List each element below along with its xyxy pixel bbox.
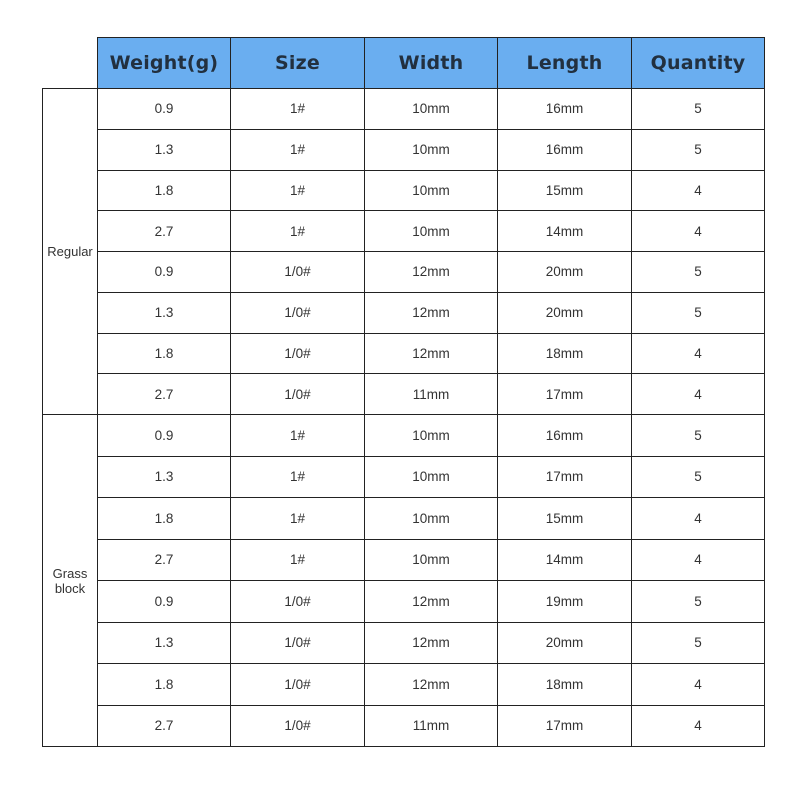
cell-size: 1/0#: [231, 581, 365, 623]
cell-size: 1/0#: [231, 333, 365, 374]
cell-size: 1/0#: [231, 374, 365, 415]
cell-length: 19mm: [498, 581, 632, 623]
cell-length: 18mm: [498, 333, 632, 374]
cell-width: 10mm: [365, 415, 498, 457]
table-header: [43, 38, 765, 89]
cell-size: 1#: [231, 415, 365, 457]
cell-size: 1#: [231, 539, 365, 581]
spec-table: [42, 37, 765, 747]
cell-weight: 0.9: [98, 252, 231, 293]
table-row: [43, 539, 765, 581]
cell-quantity: 5: [632, 129, 765, 170]
cell-quantity: 4: [632, 374, 765, 415]
cell-quantity: 5: [632, 89, 765, 130]
cell-weight: 1.8: [98, 333, 231, 374]
header-row: [43, 38, 765, 89]
cell-width: 10mm: [365, 170, 498, 211]
table-row: [43, 170, 765, 211]
group-label: Regular: [43, 89, 98, 415]
cell-weight: 1.3: [98, 292, 231, 333]
cell-length: 17mm: [498, 456, 632, 498]
cell-width: 11mm: [365, 705, 498, 747]
header-corner: [43, 38, 98, 89]
cell-quantity: 5: [632, 415, 765, 457]
cell-quantity: 5: [632, 252, 765, 293]
cell-quantity: 4: [632, 498, 765, 540]
cell-weight: 2.7: [98, 374, 231, 415]
cell-weight: 1.8: [98, 498, 231, 540]
cell-length: 14mm: [498, 211, 632, 252]
cell-length: 17mm: [498, 705, 632, 747]
cell-length: 16mm: [498, 129, 632, 170]
cell-width: 10mm: [365, 498, 498, 540]
cell-width: 10mm: [365, 129, 498, 170]
cell-weight: 2.7: [98, 539, 231, 581]
cell-weight: 0.9: [98, 415, 231, 457]
cell-length: 18mm: [498, 664, 632, 706]
column-header-length: Length: [498, 38, 632, 89]
table-row: [43, 622, 765, 664]
cell-size: 1/0#: [231, 252, 365, 293]
cell-quantity: 5: [632, 581, 765, 623]
cell-width: 11mm: [365, 374, 498, 415]
group-grass-block: [43, 415, 765, 747]
cell-width: 10mm: [365, 456, 498, 498]
table-row: [43, 664, 765, 706]
cell-size: 1/0#: [231, 292, 365, 333]
cell-width: 12mm: [365, 581, 498, 623]
table-row: [43, 252, 765, 293]
table-row: [43, 581, 765, 623]
cell-weight: 1.3: [98, 129, 231, 170]
cell-size: 1/0#: [231, 664, 365, 706]
cell-width: 12mm: [365, 252, 498, 293]
table-row: [43, 333, 765, 374]
cell-length: 16mm: [498, 415, 632, 457]
cell-length: 16mm: [498, 89, 632, 130]
cell-length: 15mm: [498, 170, 632, 211]
cell-width: 10mm: [365, 89, 498, 130]
table-row: [43, 415, 765, 457]
cell-quantity: 4: [632, 664, 765, 706]
cell-weight: 1.8: [98, 664, 231, 706]
cell-length: 20mm: [498, 292, 632, 333]
cell-width: 12mm: [365, 292, 498, 333]
cell-size: 1#: [231, 498, 365, 540]
cell-size: 1/0#: [231, 705, 365, 747]
cell-weight: 0.9: [98, 581, 231, 623]
cell-length: 14mm: [498, 539, 632, 581]
cell-size: 1#: [231, 129, 365, 170]
cell-width: 12mm: [365, 664, 498, 706]
cell-width: 12mm: [365, 333, 498, 374]
cell-size: 1/0#: [231, 622, 365, 664]
cell-quantity: 5: [632, 456, 765, 498]
cell-weight: 2.7: [98, 705, 231, 747]
cell-width: 10mm: [365, 211, 498, 252]
group-regular: [43, 89, 765, 415]
cell-quantity: 4: [632, 705, 765, 747]
cell-size: 1#: [231, 170, 365, 211]
cell-quantity: 4: [632, 170, 765, 211]
cell-length: 15mm: [498, 498, 632, 540]
group-label: Grass block: [43, 415, 98, 747]
cell-weight: 1.3: [98, 622, 231, 664]
table-row: [43, 705, 765, 747]
table-row: [43, 498, 765, 540]
cell-quantity: 4: [632, 211, 765, 252]
cell-size: 1#: [231, 456, 365, 498]
table-row: [43, 374, 765, 415]
cell-quantity: 4: [632, 333, 765, 374]
cell-size: 1#: [231, 89, 365, 130]
cell-weight: 1.3: [98, 456, 231, 498]
cell-width: 10mm: [365, 539, 498, 581]
cell-length: 20mm: [498, 252, 632, 293]
cell-size: 1#: [231, 211, 365, 252]
table-row: [43, 129, 765, 170]
cell-weight: 0.9: [98, 89, 231, 130]
cell-quantity: 5: [632, 292, 765, 333]
cell-length: 20mm: [498, 622, 632, 664]
column-header-weight: Weight(g): [98, 38, 231, 89]
column-header-quantity: Quantity: [632, 38, 765, 89]
cell-weight: 2.7: [98, 211, 231, 252]
table-row: [43, 211, 765, 252]
column-header-size: Size: [231, 38, 365, 89]
table-row: [43, 456, 765, 498]
cell-width: 12mm: [365, 622, 498, 664]
column-header-width: Width: [365, 38, 498, 89]
cell-quantity: 5: [632, 622, 765, 664]
cell-length: 17mm: [498, 374, 632, 415]
cell-quantity: 4: [632, 539, 765, 581]
cell-weight: 1.8: [98, 170, 231, 211]
table-row: [43, 89, 765, 130]
table-row: [43, 292, 765, 333]
